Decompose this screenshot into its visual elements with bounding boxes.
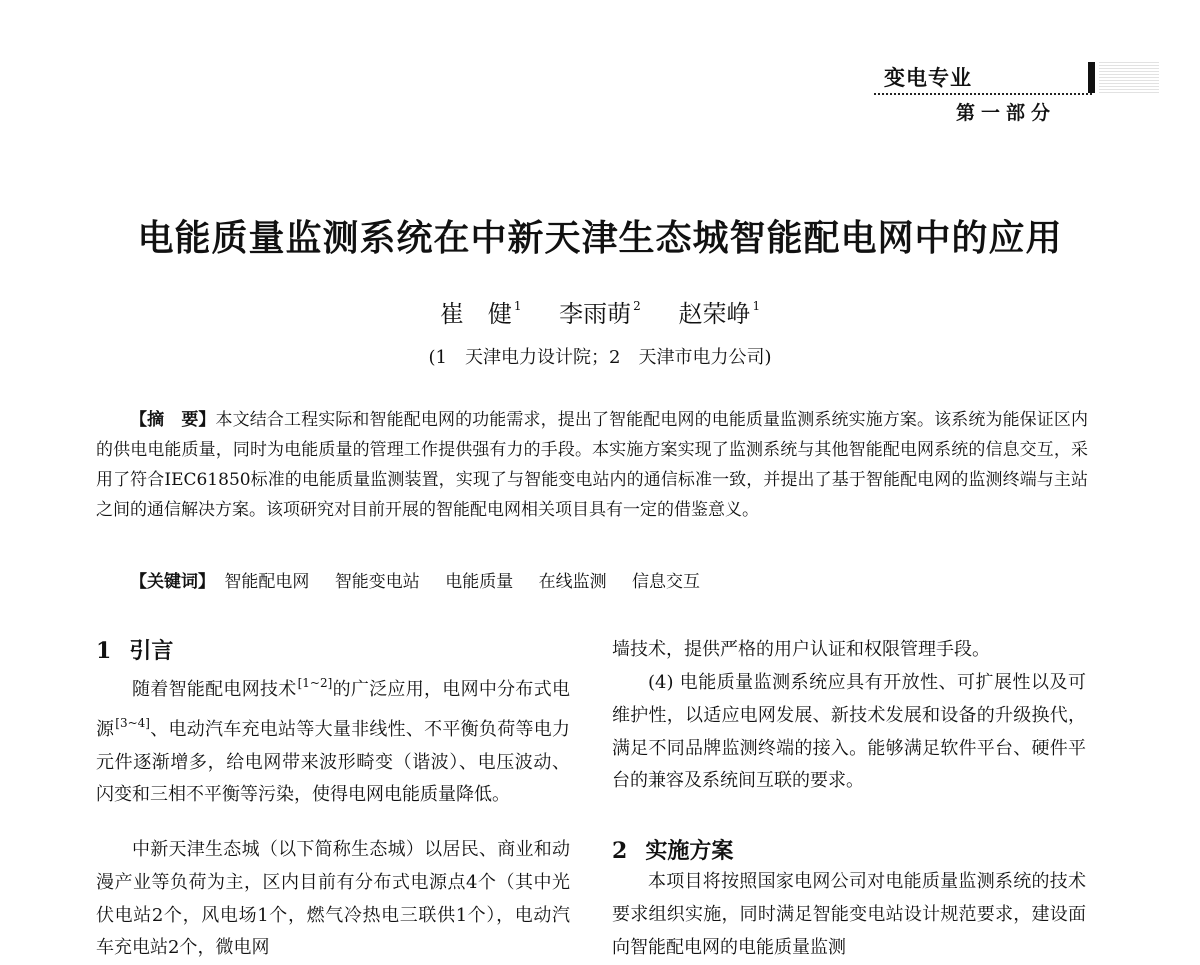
paragraph-text: 、电动汽车充电站等大量非线性、不平衡负荷等电力元件逐渐增多，给电网带来波形畸变（谐波）、电压波动、闪变和三相不平衡等污染，使得电网电能质量降低。 xyxy=(96,718,571,806)
keyword: 智能变电站 xyxy=(334,572,420,592)
citation: [1~2] xyxy=(297,676,333,690)
citation: [3~4] xyxy=(115,715,150,730)
affiliations: (1 天津电力设计院；2 天津市电力公司) xyxy=(428,347,772,368)
section-title: 实施方案 xyxy=(645,838,734,864)
keywords-label: 【关键词】 xyxy=(130,572,215,592)
author xyxy=(440,294,522,329)
header-dotted-rule xyxy=(874,93,1092,95)
keywords xyxy=(130,567,720,592)
abstract-label: 【摘 要】 xyxy=(130,410,216,430)
header-bar-decoration xyxy=(1088,62,1095,93)
abstract xyxy=(96,405,1088,525)
author-affil-mark: 1 xyxy=(513,299,522,313)
author-name: 赵荣峥 xyxy=(678,300,751,328)
author xyxy=(678,294,760,329)
author-name: 崔 健 xyxy=(439,300,512,328)
section-title: 引言 xyxy=(129,638,174,664)
keyword: 智能配电网 xyxy=(224,572,310,592)
section-1-paragraph-1 xyxy=(96,667,570,812)
section-2-paragraph-1: 本项目将按照国家电网公司对电能质量监测系统的技术要求组织实施，同时满足智能变电站设计规范要求，建设面向智能配电网的电能质量监测 xyxy=(612,871,1086,958)
author-list xyxy=(0,294,1200,329)
section-number: 2 xyxy=(612,838,628,864)
paper-title: 电能质量监测系统在中新天津生态城智能配电网中的应用 xyxy=(137,217,1063,259)
abstract-text: 本文结合工程实际和智能配电网的功能需求，提出了智能配电网的电能质量监测系统实施方案。该系统为能保证区内的供电电能质量，同时为电能质量的管理工作提供强有力的手段。本实施方案实现了监测系统与其他智能配电网系统的信息交互，采用了符合IEC61850标准的电能质量监测装置，实现了与智能变电站内的通信标准一致，并提出了基于智能配电网的监测终端与主站之间的通信解决方案。该项研究对目前开展的智能配电网相关项目具有一定的借鉴意义。 xyxy=(96,410,1088,520)
keyword: 电能质量 xyxy=(445,572,514,592)
keyword: 在线监测 xyxy=(538,572,607,592)
author-name: 李雨萌 xyxy=(559,300,632,328)
section-2-heading xyxy=(612,834,733,865)
paragraph-text: 随着智能配电网技术 xyxy=(132,679,297,700)
section-name: 变电专业 xyxy=(884,65,972,90)
continued-paragraph: 墙技术，提供严格的用户认证和权限管理手段。 xyxy=(612,639,990,660)
section-1-paragraph-2: 中新天津生态城（以下简称生态城）以居民、商业和动漫产业等负荷为主，区内目前有分布式电源点4个（其中光伏电站2个，风电场1个，燃气冷热电三联供1个），电动汽车充电站2个，微电网 xyxy=(96,839,570,959)
author-affil-mark: 2 xyxy=(633,299,641,313)
author xyxy=(559,294,641,329)
header-texture-decoration xyxy=(1099,62,1159,93)
section-1-heading xyxy=(96,634,173,665)
section-part: 第一部分 xyxy=(956,102,1057,124)
section-number: 1 xyxy=(96,638,112,664)
keyword: 信息交互 xyxy=(632,572,701,592)
requirement-item-4: (4) 电能质量监测系统应具有开放性、可扩展性以及可维护性，以适应电网发展、新技术发展和设备的升级换代，满足不同品牌监测终端的接入。能够满足软件平台、硬件平台的兼容及系统间互联的要求。 xyxy=(612,672,1086,792)
paragraph-text: 的广泛应用，电网中分布式电源 xyxy=(96,679,571,740)
author-affil-mark: 1 xyxy=(752,299,761,313)
